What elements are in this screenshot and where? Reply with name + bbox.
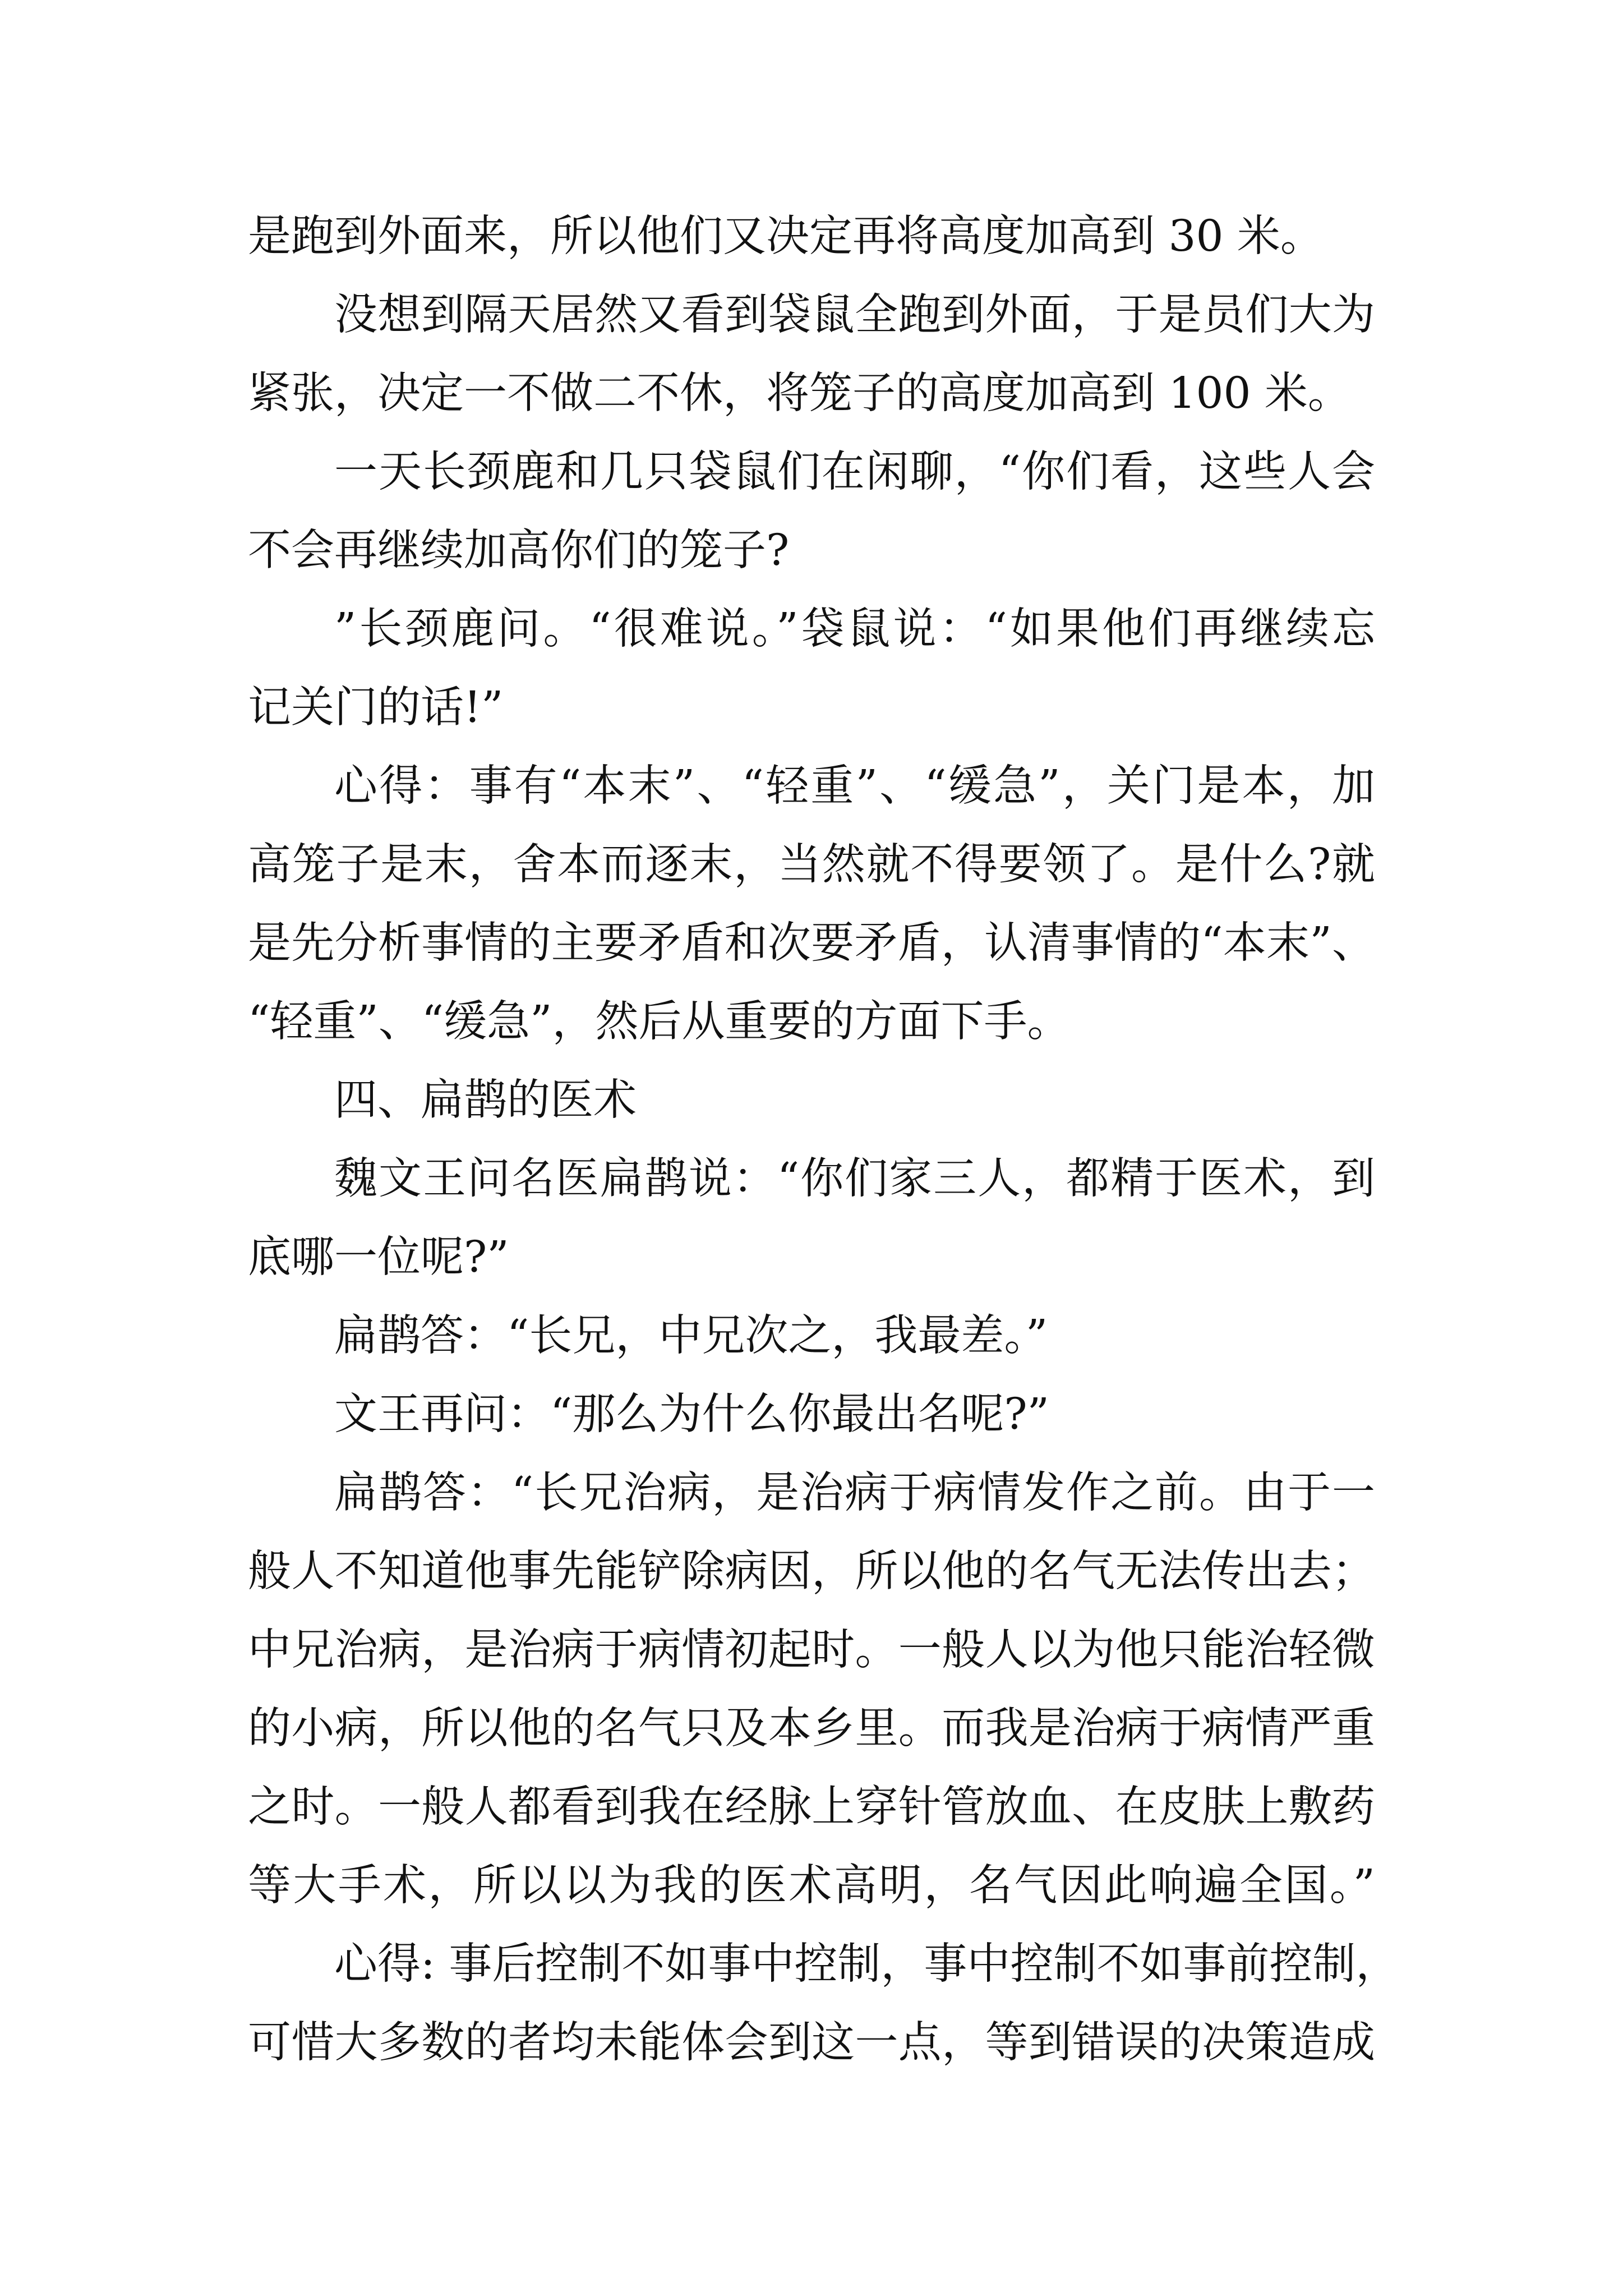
text-line: 文王再问：“那么为什么你最出名呢?” xyxy=(334,1389,1050,1439)
text-line: 心得: 事后控制不如事中控制，事中控制不如事前控制， xyxy=(334,1939,1399,1989)
text-line: 中兄治病，是治病于病情初起时。一般人以为他只能治轻微 xyxy=(248,1625,1375,1675)
text-line: 高笼子是末，舍本而逐末，当然就不得要领了。是什么?就 xyxy=(248,840,1375,890)
text-line: 可惜大多数的者均未能体会到这一点，等到错误的决策造成 xyxy=(248,2018,1375,2068)
text-line: 是跑到外面来，所以他们又决定再将高度加高到 30 米。 xyxy=(248,211,1324,261)
text-line: 底哪一位呢?” xyxy=(248,1232,509,1282)
text-line: 一天长颈鹿和几只袋鼠们在闲聊，“你们看，这些人会 xyxy=(334,447,1375,497)
text-line: “轻重”、“缓急”，然后从重要的方面下手。 xyxy=(248,997,1071,1047)
text-line: 扁鹊答：“长兄治病，是治病于病情发作之前。由于一 xyxy=(334,1468,1375,1518)
text-line: 等大手术，所以以为我的医术高明，名气因此响遍全国。” xyxy=(248,1861,1375,1911)
text-line: 紧张，决定一不做二不休，将笼子的高度加高到 100 米。 xyxy=(248,369,1351,418)
text-line: 的小病，所以他的名气只及本乡里。而我是治病于病情严重 xyxy=(248,1704,1375,1754)
text-line: 扁鹊答：“长兄，中兄次之，我最差。” xyxy=(334,1311,1048,1361)
text-line: 之时。一般人都看到我在经脉上穿针管放血、在皮肤上敷药 xyxy=(248,1782,1375,1832)
text-line: 魏文王问名医扁鹊说：“你们家三人，都精于医术，到 xyxy=(334,1154,1375,1204)
text-line: 没想到隔天居然又看到袋鼠全跑到外面，于是员们大为 xyxy=(334,290,1375,340)
document-body xyxy=(248,197,1399,2082)
text-line: 般人不知道他事先能铲除病因，所以他的名气无法传出去； xyxy=(248,1547,1375,1596)
text-line: 不会再继续加高你们的笼子? xyxy=(248,526,790,576)
text-line: 四、扁鹊的医术 xyxy=(334,1075,637,1125)
text-line: 是先分析事情的主要矛盾和次要矛盾，认清事情的“本末”、 xyxy=(248,918,1375,968)
text-line: 心得：事有“本末”、“轻重”、“缓急”，关门是本，加 xyxy=(334,761,1375,811)
text-line: ”长颈鹿问。“很难说。”袋鼠说：“如果他们再继续忘 xyxy=(334,604,1375,654)
text-line: 记关门的话!” xyxy=(248,683,504,733)
